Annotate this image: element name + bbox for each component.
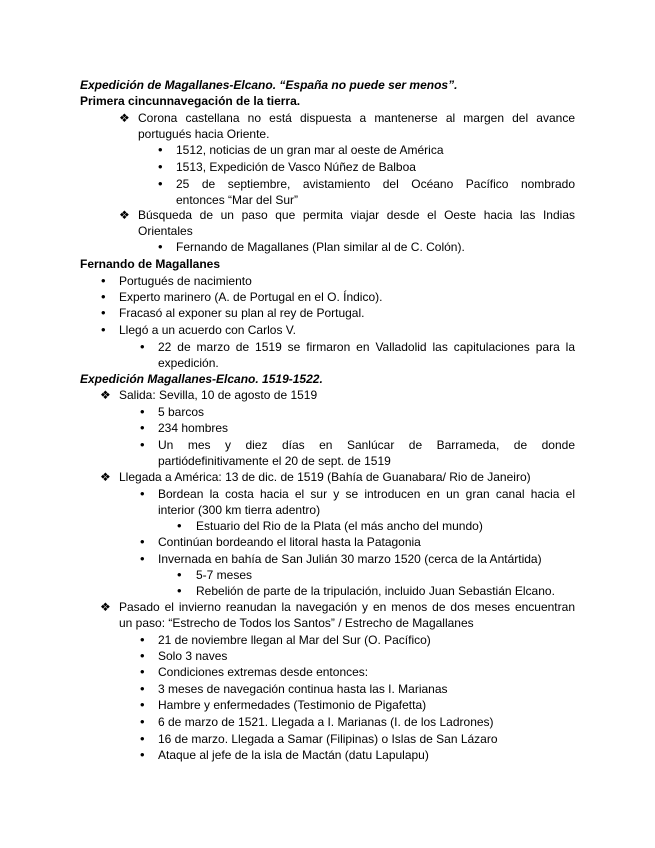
- bullet-icon: •: [140, 551, 145, 566]
- section-title-expedition: Expedición de Magallanes-Elcano. “España no puede ser menos”.: [80, 78, 458, 92]
- list-item: 1513, Expedición de Vasco Núñez de Balboa: [176, 160, 416, 174]
- list-item: Llegada a América: 13 de dic. de 1519 (Bahía de Guanabara/ Rio de Janeiro): [119, 470, 531, 484]
- list-item: Bordean la costa hacia el sur y se introducen en un gran canal hacia el: [158, 487, 575, 501]
- list-item: 1512, noticias de un gran mar al oeste de América: [176, 143, 444, 157]
- section-title-magallanes: Fernando de Magallanes: [80, 257, 221, 271]
- diamond-bullet-icon: ❖: [100, 388, 111, 402]
- bullet-icon: •: [140, 420, 145, 435]
- list-item: Experto marinero (A. de Portugal en el O. Índico).: [119, 290, 383, 304]
- bullet-icon: •: [140, 486, 145, 501]
- bullet-icon: •: [140, 714, 145, 729]
- paragraph-line: un paso: “Estrecho de Todos los Santos” / Estrecho de Magallanes: [119, 616, 474, 630]
- bullet-icon: •: [140, 747, 145, 762]
- list-item: 22 de marzo de 1519 se firmaron en Valladolid las capitulaciones para la: [158, 340, 575, 354]
- list-item: expedición.: [158, 356, 219, 370]
- bullet-icon: •: [140, 697, 145, 712]
- bullet-icon: •: [140, 404, 145, 419]
- list-item: 21 de noviembre llegan al Mar del Sur (O. Pacífico): [158, 633, 431, 647]
- bullet-icon: •: [158, 142, 163, 157]
- section-subtitle-circumnavigation: Primera cincunnavegación de la tierra.: [80, 94, 301, 108]
- list-item: Llegó a un acuerdo con Carlos V.: [119, 323, 297, 337]
- bullet-icon: •: [140, 681, 145, 696]
- paragraph-line: Orientales: [138, 224, 193, 238]
- list-item: Salida: Sevilla, 10 de agosto de 1519: [119, 388, 318, 402]
- bullet-icon: •: [140, 437, 145, 452]
- diamond-bullet-icon: ❖: [119, 111, 130, 125]
- bullet-icon: •: [177, 518, 182, 533]
- list-item: Continúan bordeando el litoral hasta la Patagonia: [158, 535, 421, 549]
- bullet-icon: •: [101, 289, 106, 304]
- bullet-icon: •: [140, 534, 145, 549]
- list-item: Portugués de nacimiento: [119, 274, 252, 288]
- bullet-icon: •: [177, 567, 182, 582]
- list-item: 5-7 meses: [196, 568, 253, 582]
- list-item: Invernada en bahía de San Julián 30 marzo 1520 (cerca de la Antártida): [158, 552, 542, 566]
- bullet-icon: •: [140, 648, 145, 663]
- list-item: 16 de marzo. Llegada a Samar (Filipinas) o Islas de San Lázaro: [158, 732, 498, 746]
- list-item: Ataque al jefe de la isla de Mactán (datu Lapulapu): [158, 748, 429, 762]
- diamond-bullet-icon: ❖: [119, 208, 130, 222]
- paragraph-line: Corona castellana no está dispuesta a mantenerse al margen del avance: [138, 111, 575, 125]
- list-item: partiódefinitivamente el 20 de sept. de 1519: [158, 454, 391, 468]
- list-item: Fracasó al exponer su plan al rey de Portugal.: [119, 306, 365, 320]
- bullet-icon: •: [140, 731, 145, 746]
- list-item: Un mes y diez días en Sanlúcar de Barrameda, de donde: [158, 438, 575, 452]
- paragraph-line: Pasado el invierno reanudan la navegación y en menos de dos meses encuentran: [119, 600, 575, 614]
- paragraph-line: portugués hacia Oriente.: [138, 127, 270, 141]
- list-item: entonces “Mar del Sur”: [176, 193, 299, 207]
- bullet-icon: •: [140, 664, 145, 679]
- list-item: 234 hombres: [158, 421, 229, 435]
- paragraph-line: Búsqueda de un paso que permita viajar desde el Oeste hacia las Indias: [138, 208, 575, 222]
- diamond-bullet-icon: ❖: [100, 600, 111, 614]
- list-item: 6 de marzo de 1521. Llegada a I. Marianas (I. de los Ladrones): [158, 715, 494, 729]
- bullet-icon: •: [158, 239, 163, 254]
- list-item: Estuario del Rio de la Plata (el más ancho del mundo): [196, 519, 483, 533]
- bullet-icon: •: [101, 273, 106, 288]
- list-item: 3 meses de navegación continua hasta las I. Marianas: [158, 682, 448, 696]
- list-item: 5 barcos: [158, 405, 205, 419]
- list-item: Hambre y enfermedades (Testimonio de Pigafetta): [158, 698, 427, 712]
- list-item: Solo 3 naves: [158, 649, 228, 663]
- bullet-icon: •: [140, 339, 145, 354]
- section-title-expedition-dates: Expedición Magallanes-Elcano. 1519-1522.: [80, 372, 323, 386]
- bullet-icon: •: [101, 305, 106, 320]
- bullet-icon: •: [140, 632, 145, 647]
- list-item: interior (300 km tierra adentro): [158, 503, 321, 517]
- bullet-icon: •: [101, 322, 106, 337]
- list-item: Condiciones extremas desde entonces:: [158, 665, 369, 679]
- diamond-bullet-icon: ❖: [100, 470, 111, 484]
- list-item: Rebelión de parte de la tripulación, incluido Juan Sebastián Elcano.: [196, 584, 555, 598]
- list-item: 25 de septiembre, avistamiento del Océano Pacífico nombrado: [176, 177, 575, 191]
- bullet-icon: •: [158, 176, 163, 191]
- bullet-icon: •: [158, 159, 163, 174]
- bullet-icon: •: [177, 583, 182, 598]
- list-item: Fernando de Magallanes (Plan similar al de C. Colón).: [176, 240, 465, 254]
